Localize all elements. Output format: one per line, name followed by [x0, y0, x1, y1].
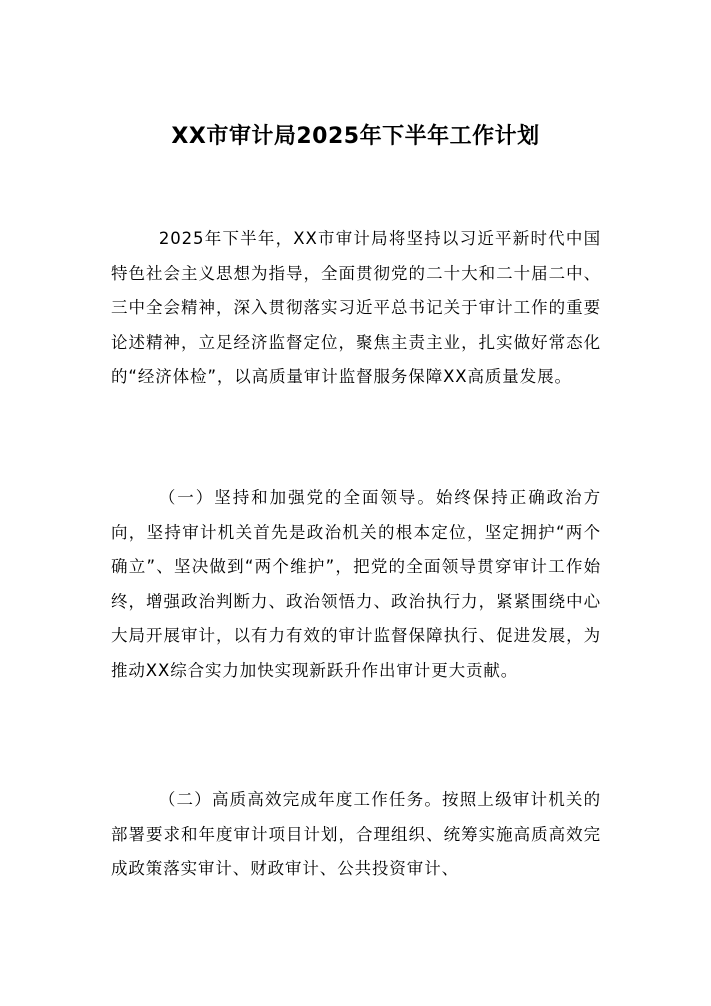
paragraph-section-2: （二）高质高效完成年度工作任务。按照上级审计机关的部署要求和年度审计项目计划，合理组织、统筹实施高质高效完成政策落实审计、财政审计、公共投资审计、	[111, 790, 601, 878]
paragraph-intro: 2025年下半年，XX市审计局将坚持以习近平新时代中国特色社会主义思想为指导，全面贯彻党的二十大和二十届二中、三中全会精神，深入贯彻落实习近平总书记关于审计工作的重要论述精神，立足经济监督定位，聚焦主责主业，扎实做好常态化的“经济体检”，以高质量审计监督服务保障XX高质量发展。	[111, 229, 601, 386]
document-title: XX市审计局2025年下半年工作计划	[171, 124, 540, 149]
paragraph-section-1: （一）坚持和加强党的全面领导。始终保持正确政治方向，坚持审计机关首先是政治机关的根本定位，坚定拥护“两个确立”、坚决做到“两个维护”，把党的全面领导贯穿审计工作始终，增强政治判断力、政治领悟力、政治执行力，紧紧围绕中心大局开展审计，以有力有效的审计监督保障执行、促进发展，为推动XX综合实力加快实现新跃升作出审计更大贡献。	[111, 488, 601, 680]
